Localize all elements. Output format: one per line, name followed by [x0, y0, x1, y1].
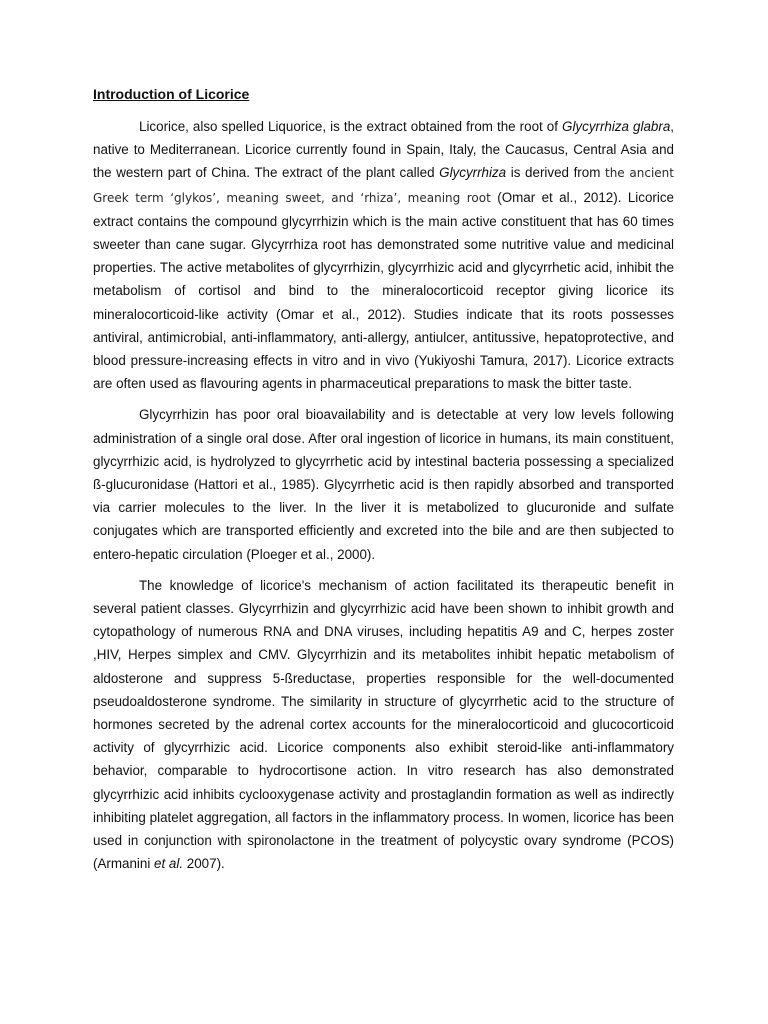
- paragraph-1-text-c: is derived from: [506, 165, 605, 181]
- paragraph-1-text-d: (Omar et al., 2012). Licorice extract contains the compound glycyrrhizin which is the main active constituent that has 60 times sweeter than cane sugar. Glycyrrhiza root has demonstrated some nutritive value and medicinal properties. The active metabolites of glycyrrhizin, glycyrrhizic acid and glycyrrhetic acid, inhibit the metabolism of cortisol and bind to the mineralocorticoid receptor giving licorice its mineralocorticoid-like activity (Omar et al., 2012). Studies indicate that its roots possesses antiviral, antimicrobial, anti-inflammatory, anti-allergy, antiulcer, antitussive, hepatoprotective, and blood pressure-increasing effects in vitro and in vivo (Yukiyoshi Tamura, 2017). Licorice extracts are often used as flavouring agents in pharmaceutical preparations to mask the bitter taste.: [93, 189, 674, 392]
- paragraph-3-text-b: 2007).: [183, 856, 225, 872]
- etymology-phrase: the ancient Greek term ‘glykos’, meaning sweet, and ‘rhiza’, meaning root: [93, 166, 674, 205]
- paragraph-2: Glycyrrhizin has poor oral bioavailability and is detectable at very low levels following administration of a single oral dose. After oral ingestion of licorice in humans, its main constituent, glycyrrhizic acid, is hydrolyzed to glycyrrhetic acid by intestinal bacteria possessing a specialized ß-glucuronidase (Hattori et al., 1985). Glycyrrhetic acid is then rapidly absorbed and transported via carrier molecules to the liver. In the liver it is metabolized to glucuronide and sulfate conjugates which are transported efficiently and excreted into the bile and are then subjected to entero-hepatic circulation (Ploeger et al., 2000).: [93, 407, 674, 562]
- paragraph-1-text-a: Licorice, also spelled Liquorice, is the extract obtained from the root of: [139, 119, 563, 134]
- section-heading: Introduction of Licorice: [93, 86, 250, 102]
- paragraph-3: [93, 574, 674, 876]
- paragraph-1: [93, 115, 674, 395]
- species-name: Glycyrrhiza glabra: [562, 119, 671, 134]
- citation-et-al: et al.: [154, 856, 184, 872]
- document-page: [93, 84, 674, 884]
- paragraph-3-text-a: The knowledge of licorice's mechanism of action facilitated its therapeutic benefit in several patient classes. Glycyrrhizin and glycyrrhizic acid have been shown to inhibit growth and cytopathology of numerous RNA and DNA viruses, including hepatitis A9 and C, herpes zoster ,HIV, Herpes simplex and CMV. Glycyrrhizin and its metabolites inhibit hepatic metabolism of aldosterone and suppress 5-ßreductase, properties responsible for the well-documented pseudoaldosterone syndrome. The similarity in structure of glycyrrhetic acid to the structure of hormones secreted by the adrenal cortex accounts for the mineralocorticoid and glucocorticoid activity of glycyrrhizic acid. Licorice components also exhibit steroid-like anti-inflammatory behavior, comparable to hydrocortisone action. In vitro research has also demonstrated glycyrrhizic acid inhibits cyclooxygenase activity and prostaglandin formation as well as indirectly inhibiting platelet aggregation, all factors in the inflammatory process. In women, licorice has been used in conjunction with spironolactone in the treatment of polycystic ovary syndrome (PCOS) (Armanini: [93, 577, 674, 872]
- paragraph-1-text-b: , native to Mediterranean. Licorice currently found in Spain, Italy, the Caucasus, Central Asia and the western part of China. The extract of the plant called: [93, 119, 674, 181]
- genus-name: Glycyrrhiza: [439, 165, 507, 181]
